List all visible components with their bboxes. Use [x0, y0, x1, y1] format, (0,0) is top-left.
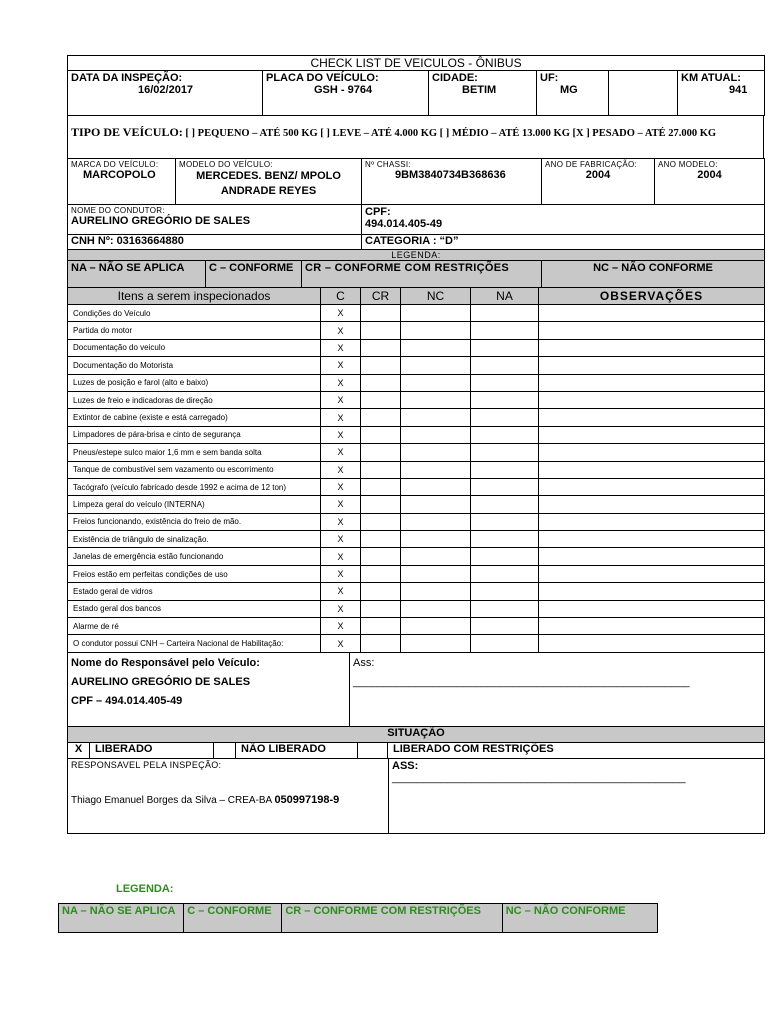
condutor-value: AURELINO GREGÓRIO DE SALES — [71, 215, 251, 227]
cpf-cell — [362, 205, 765, 235]
item-label: Limpeza geral do veículo (INTERNA) — [68, 496, 321, 513]
item-nc-cell[interactable] — [401, 444, 471, 461]
table-row — [68, 305, 765, 322]
condutor-label: NOME DO CONDUTOR: — [71, 206, 165, 215]
item-observacoes-cell[interactable] — [539, 391, 765, 408]
item-observacoes-cell[interactable] — [539, 426, 765, 443]
item-nc-cell[interactable] — [401, 618, 471, 635]
item-c-cell[interactable]: X — [321, 322, 361, 339]
item-cr-cell[interactable] — [361, 461, 401, 478]
bottom-legend-label: LEGENDA: — [116, 883, 174, 895]
item-c-cell[interactable]: X — [321, 374, 361, 391]
situacao-label: SITUAÇÃO — [68, 726, 765, 742]
item-observacoes-cell[interactable] — [539, 583, 765, 600]
item-nc-cell[interactable] — [401, 426, 471, 443]
item-cr-cell[interactable] — [361, 478, 401, 495]
item-c-cell[interactable]: X — [321, 513, 361, 530]
item-label: Estado geral dos bancos — [68, 600, 321, 617]
item-nc-cell[interactable] — [401, 322, 471, 339]
item-label: Tacógrafo (veículo fabricado desde 1992 e acima de 12 ton) — [68, 478, 321, 495]
item-nc-cell[interactable] — [401, 357, 471, 374]
liberado-option: LIBERADO — [90, 742, 214, 758]
item-cr-cell[interactable] — [361, 322, 401, 339]
item-nc-cell[interactable] — [401, 409, 471, 426]
item-cr-cell[interactable] — [361, 583, 401, 600]
com-restricoes-mark[interactable] — [358, 742, 388, 758]
responsavel-cell — [68, 652, 350, 726]
item-nc-cell[interactable] — [401, 339, 471, 356]
cidade-cell — [429, 71, 537, 116]
item-c-cell[interactable]: X — [321, 635, 361, 652]
item-label: Documentação do veiculo — [68, 339, 321, 356]
table-row — [68, 600, 765, 617]
data-inspecao-cell — [68, 71, 263, 116]
item-nc-cell[interactable] — [401, 374, 471, 391]
item-na-cell[interactable] — [471, 583, 539, 600]
item-c-cell[interactable]: X — [321, 618, 361, 635]
responsavel-ass-label: Ass: — [353, 656, 375, 669]
legend-nc: NC – NÃO CONFORME — [542, 261, 765, 288]
item-observacoes-cell[interactable] — [539, 600, 765, 617]
item-label: Partida do motor — [68, 322, 321, 339]
modelo-value: MERCEDES. BENZ/ MPOLO ANDRADE REYES — [196, 170, 341, 197]
table-row — [68, 531, 765, 548]
table-row — [68, 618, 765, 635]
item-cr-cell[interactable] — [361, 357, 401, 374]
item-cr-cell[interactable] — [361, 444, 401, 461]
item-observacoes-cell[interactable] — [539, 305, 765, 322]
item-label: Janelas de emergência estão funcionando — [68, 548, 321, 565]
col-c: C — [321, 288, 361, 305]
bottom-legend-cr: CR – CONFORME COM RESTRIÇÕES — [282, 904, 502, 933]
item-cr-cell[interactable] — [361, 339, 401, 356]
cidade-value: BETIM — [462, 84, 497, 96]
item-nc-cell[interactable] — [401, 305, 471, 322]
item-cr-cell[interactable] — [361, 618, 401, 635]
item-na-cell[interactable] — [471, 531, 539, 548]
item-na-cell[interactable] — [471, 357, 539, 374]
item-c-cell[interactable]: X — [321, 548, 361, 565]
item-na-cell[interactable] — [471, 548, 539, 565]
item-label: Extintor de cabine (existe e está carregado) — [68, 409, 321, 426]
placa-cell — [263, 71, 429, 116]
chassi-value: 9BM3840734B368636 — [395, 169, 506, 181]
item-label: Luzes de posição e farol (alto e baixo) — [68, 374, 321, 391]
item-nc-cell[interactable] — [401, 513, 471, 530]
item-c-cell[interactable]: X — [321, 496, 361, 513]
inspecao-crea: 050997198-9 — [274, 793, 340, 806]
item-observacoes-cell[interactable] — [539, 374, 765, 391]
table-row — [68, 461, 765, 478]
item-na-cell[interactable] — [471, 444, 539, 461]
inspecao-name: Thiago Emanuel Borges da Silva – CREA-BA — [71, 794, 275, 806]
item-cr-cell[interactable] — [361, 374, 401, 391]
inspecao-label: RESPONSAVEL PELA INSPEÇÃO: — [71, 759, 222, 770]
inspecao-table — [67, 758, 765, 834]
inspecao-responsavel — [71, 794, 385, 806]
table-row — [68, 548, 765, 565]
item-observacoes-cell[interactable] — [539, 635, 765, 652]
responsavel-label: Nome do Responsável pelo Veículo: — [71, 656, 260, 669]
chassi-cell — [362, 159, 542, 205]
item-nc-cell[interactable] — [401, 496, 471, 513]
item-observacoes-cell[interactable] — [539, 565, 765, 582]
bottom-legend — [58, 883, 658, 933]
item-na-cell[interactable] — [471, 322, 539, 339]
cidade-label: CIDADE: — [432, 72, 478, 84]
item-nc-cell[interactable] — [401, 548, 471, 565]
item-cr-cell[interactable] — [361, 305, 401, 322]
item-observacoes-cell[interactable] — [539, 357, 765, 374]
item-na-cell[interactable] — [471, 339, 539, 356]
tipo-veiculo — [68, 116, 764, 159]
bottom-legend-c: C – CONFORME — [184, 904, 282, 933]
uf-value: MG — [560, 84, 578, 96]
bottom-legend-table — [58, 903, 658, 933]
vehicle-table — [67, 158, 765, 205]
item-cr-cell[interactable] — [361, 565, 401, 582]
liberado-mark[interactable]: X — [68, 742, 90, 758]
chassi-label: Nº CHASSI: — [365, 160, 411, 169]
item-na-cell[interactable] — [471, 496, 539, 513]
item-nc-cell[interactable] — [401, 583, 471, 600]
item-observacoes-cell[interactable] — [539, 548, 765, 565]
situacao-table — [67, 726, 765, 759]
fabricacao-value: 2004 — [585, 169, 611, 181]
nao-liberado-mark[interactable] — [214, 742, 236, 758]
condutor-cell — [68, 205, 362, 235]
item-na-cell[interactable] — [471, 305, 539, 322]
item-observacoes-cell[interactable] — [539, 322, 765, 339]
fabricacao-cell — [542, 159, 655, 205]
item-c-cell[interactable]: X — [321, 600, 361, 617]
cpf-value: 494.014.405-49 — [365, 218, 443, 230]
item-cr-cell[interactable] — [361, 635, 401, 652]
item-na-cell[interactable] — [471, 409, 539, 426]
table-row — [68, 513, 765, 530]
uf-label: UF: — [540, 72, 559, 84]
ano-modelo-value: 2004 — [697, 169, 722, 181]
col-items: Itens a serem inspecionados — [68, 288, 321, 305]
item-na-cell[interactable] — [471, 478, 539, 495]
item-c-cell[interactable]: X — [321, 565, 361, 582]
marca-value: MARCOPOLO — [83, 169, 156, 181]
item-cr-cell[interactable] — [361, 496, 401, 513]
table-row — [68, 565, 765, 582]
table-row — [68, 478, 765, 495]
marca-cell — [68, 159, 176, 205]
data-value: 16/02/2017 — [138, 84, 194, 96]
table-row — [68, 322, 765, 339]
header-table — [67, 55, 765, 116]
item-na-cell[interactable] — [471, 374, 539, 391]
item-na-cell[interactable] — [471, 513, 539, 530]
placa-value: GSH - 9764 — [314, 84, 373, 96]
table-row — [68, 409, 765, 426]
legend-cr: CR – CONFORME COM RESTRIÇÕES — [302, 261, 542, 288]
item-observacoes-cell[interactable] — [539, 513, 765, 530]
item-c-cell[interactable]: X — [321, 531, 361, 548]
cpf-label: CPF: — [365, 206, 391, 218]
inspecao-signature-line: ________________________________________________ — [392, 771, 686, 784]
col-na: NA — [471, 288, 539, 305]
col-nc: NC — [401, 288, 471, 305]
tipo-table — [67, 115, 764, 159]
item-na-cell[interactable] — [471, 426, 539, 443]
item-label: Freios funcionando, existência do freio de mão. — [68, 513, 321, 530]
col-cr: CR — [361, 288, 401, 305]
item-c-cell[interactable]: X — [321, 583, 361, 600]
item-c-cell[interactable]: X — [321, 444, 361, 461]
modelo-label: MODELO DO VEÍCULO: — [179, 160, 273, 169]
item-cr-cell[interactable] — [361, 600, 401, 617]
inspecao-ass-label: ASS: — [392, 759, 419, 772]
item-c-cell[interactable]: X — [321, 339, 361, 356]
responsavel-table — [67, 652, 765, 727]
table-row — [68, 374, 765, 391]
fabricacao-label: ANO DE FABRICAÇÃO: — [545, 160, 638, 169]
km-value: 941 — [729, 84, 748, 96]
item-label: Limpadores de pára-brisa e cinto de segurança — [68, 426, 321, 443]
driver-table — [67, 204, 765, 250]
bottom-legend-nc: NC – NÃO CONFORME — [502, 904, 657, 933]
item-cr-cell[interactable] — [361, 513, 401, 530]
item-na-cell[interactable] — [471, 391, 539, 408]
checklist-sheet — [67, 55, 764, 834]
cnh: CNH Nº: 03163664880 — [68, 235, 362, 250]
item-c-cell[interactable]: X — [321, 409, 361, 426]
item-nc-cell[interactable] — [401, 478, 471, 495]
responsavel-ass-cell — [350, 652, 765, 726]
item-nc-cell[interactable] — [401, 635, 471, 652]
item-label: Alarme de ré — [68, 618, 321, 635]
item-c-cell[interactable]: X — [321, 357, 361, 374]
bottom-legend-na: NA – NÃO SE APLICA — [59, 904, 184, 933]
item-na-cell[interactable] — [471, 565, 539, 582]
ano-modelo-cell — [655, 159, 765, 205]
item-observacoes-cell[interactable] — [539, 444, 765, 461]
item-observacoes-cell[interactable] — [539, 409, 765, 426]
table-row — [68, 391, 765, 408]
item-c-cell[interactable]: X — [321, 391, 361, 408]
item-observacoes-cell[interactable] — [539, 496, 765, 513]
item-label: Condições do Veículo — [68, 305, 321, 322]
legenda-label: LEGENDA: — [68, 250, 765, 261]
item-cr-cell[interactable] — [361, 426, 401, 443]
col-observacoes: OBSERVAÇÕES — [539, 288, 765, 305]
item-c-cell[interactable]: X — [321, 461, 361, 478]
item-cr-cell[interactable] — [361, 391, 401, 408]
item-cr-cell[interactable] — [361, 409, 401, 426]
legend-table — [67, 249, 765, 288]
item-nc-cell[interactable] — [401, 461, 471, 478]
uf-cell — [537, 71, 609, 116]
item-na-cell[interactable] — [471, 635, 539, 652]
categoria: CATEGORIA : “D” — [362, 235, 765, 250]
tipo-options: [ ] PEQUENO – ATÉ 500 KG [ ] LEVE – ATÉ 4.000 KG [ ] MÉDIO – ATÉ 13.000 KG [X ] PESADO – ATÉ 27.000 KG — [185, 128, 717, 139]
item-nc-cell[interactable] — [401, 391, 471, 408]
item-c-cell[interactable]: X — [321, 478, 361, 495]
marca-label: MARCA DO VEÍCULO: — [71, 160, 159, 169]
item-label: Existência de triângulo de sinalização. — [68, 531, 321, 548]
table-row — [68, 339, 765, 356]
item-label: O condutor possui CNH – Carteira Nacional de Habilitação: — [68, 635, 321, 652]
item-label: Luzes de freio e indicadoras de direção — [68, 391, 321, 408]
table-row — [68, 357, 765, 374]
placa-label: PLACA DO VEÍCULO: — [266, 72, 379, 84]
item-observacoes-cell[interactable] — [539, 531, 765, 548]
table-row — [68, 635, 765, 652]
legend-na: NA – NÃO SE APLICA — [68, 261, 206, 288]
item-label: Freios estão em perfeitas condições de uso — [68, 565, 321, 582]
item-cr-cell[interactable] — [361, 548, 401, 565]
ano-modelo-label: ANO MODELO: — [658, 160, 718, 169]
item-label: Tanque de combustível sem vazamento ou escorrimento — [68, 461, 321, 478]
item-c-cell[interactable]: X — [321, 305, 361, 322]
item-label: Estado geral de vidros — [68, 583, 321, 600]
item-na-cell[interactable] — [471, 600, 539, 617]
inspecao-cell — [68, 758, 389, 833]
page-title: CHECK LIST DE VEICULOS - ÔNIBUS — [68, 56, 765, 71]
item-label: Pneus/estepe sulco maior 1,6 mm e sem banda solta — [68, 444, 321, 461]
item-na-cell[interactable] — [471, 618, 539, 635]
inspection-table — [67, 287, 765, 653]
data-label: DATA DA INSPEÇÃO: — [71, 72, 183, 84]
item-label: Documentação do Motorista — [68, 357, 321, 374]
item-observacoes-cell[interactable] — [539, 478, 765, 495]
responsavel-name: AURELINO GREGÓRIO DE SALES — [71, 675, 251, 688]
responsavel-signature-line: _______________________________________________________ — [353, 675, 690, 688]
items-body — [68, 305, 765, 653]
item-observacoes-cell[interactable] — [539, 339, 765, 356]
legend-c: C – CONFORME — [206, 261, 302, 288]
item-observacoes-cell[interactable] — [539, 461, 765, 478]
item-c-cell[interactable]: X — [321, 426, 361, 443]
km-cell — [609, 71, 765, 116]
item-nc-cell[interactable] — [401, 531, 471, 548]
responsavel-cpf: CPF – 494.014.405-49 — [71, 694, 183, 707]
item-observacoes-cell[interactable] — [539, 618, 765, 635]
table-row — [68, 444, 765, 461]
item-nc-cell[interactable] — [401, 565, 471, 582]
km-label: KM ATUAL: — [681, 72, 741, 84]
modelo-cell — [176, 159, 362, 205]
table-row — [68, 426, 765, 443]
com-restricoes-option: LIBERADO COM RESTRIÇÕES — [388, 742, 765, 758]
item-cr-cell[interactable] — [361, 531, 401, 548]
inspecao-ass-cell — [389, 758, 765, 833]
item-na-cell[interactable] — [471, 461, 539, 478]
item-nc-cell[interactable] — [401, 600, 471, 617]
nao-liberado-option: NÃO LIBERADO — [236, 742, 358, 758]
table-row — [68, 496, 765, 513]
tipo-label: TIPO DE VEÍCULO: — [71, 125, 183, 139]
table-row — [68, 583, 765, 600]
